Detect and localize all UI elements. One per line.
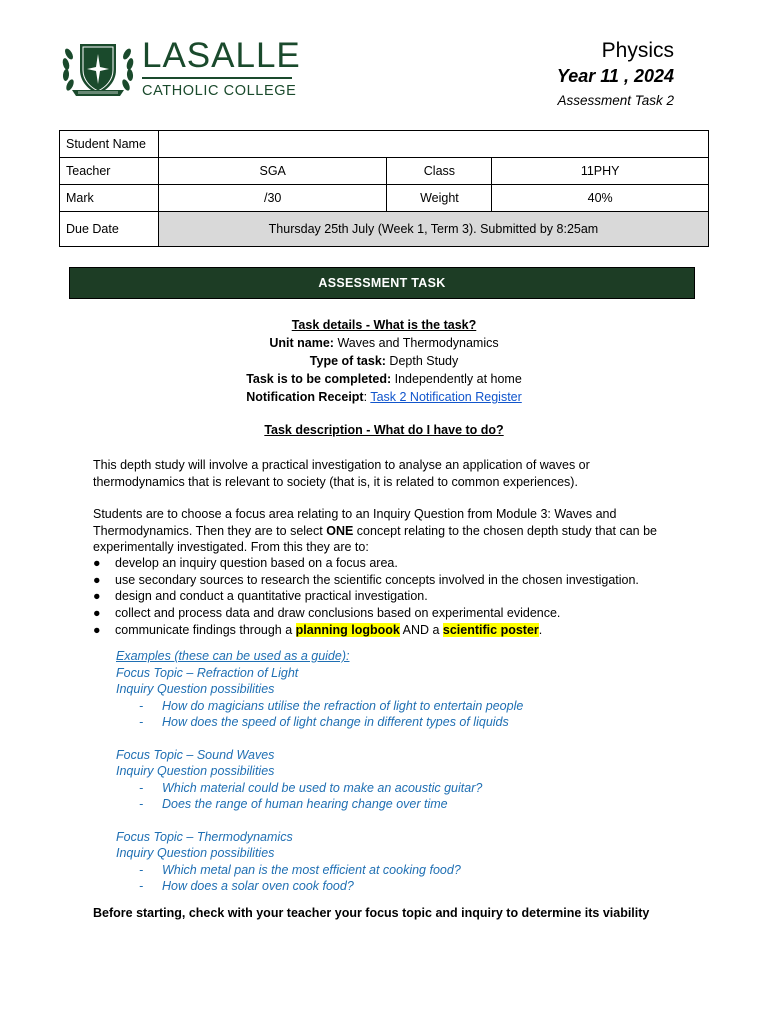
- list-item: [116, 780, 676, 797]
- notification-separator: :: [363, 390, 371, 404]
- due-date-value: Thursday 25th July (Week 1, Term 3). Submitted by 8:25am: [158, 212, 708, 247]
- task-description-heading: Task description - What do I have to do?: [264, 423, 504, 437]
- list-item: [116, 698, 676, 715]
- focus-topic-title: Focus Topic – Refraction of Light: [116, 665, 299, 680]
- dash-icon: -: [139, 879, 144, 893]
- table-row: [60, 131, 709, 158]
- inquiry-question: Which metal pan is the most efficient at cooking food?: [162, 862, 461, 877]
- task-details: [0, 316, 768, 406]
- logo-wordmark: LASALLE: [142, 36, 301, 75]
- student-name-field[interactable]: [158, 131, 708, 158]
- list-item: [116, 796, 676, 813]
- paragraph-2-emphasis: ONE: [326, 523, 354, 538]
- teacher-value: SGA: [158, 158, 387, 185]
- list-item: [93, 555, 639, 572]
- focus-topic-title: Focus Topic – Sound Waves: [116, 747, 275, 762]
- due-date-label: Due Date: [60, 212, 159, 247]
- notification-register-link[interactable]: Task 2 Notification Register: [370, 390, 522, 404]
- table-row: [60, 185, 709, 212]
- unit-name-value: Waves and Thermodynamics: [333, 336, 499, 350]
- inquiry-question: Which material could be used to make an acoustic guitar?: [162, 780, 483, 795]
- bullet-icon: ●: [93, 589, 101, 603]
- description-paragraph-1: This depth study will involve a practical investigation to analyse an application of waves or thermodynamics that is relevant to society (that is, it is related to common experiences).: [93, 458, 590, 489]
- unit-name-line: [0, 334, 768, 352]
- year-title: Year 11 , 2024: [556, 66, 674, 86]
- logo-divider: [142, 77, 292, 79]
- inquiry-question: How does the speed of light change in different types of liquids: [162, 715, 509, 729]
- assessment-task-title: Assessment Task 2: [557, 93, 674, 108]
- completion-line: [0, 370, 768, 388]
- dash-icon: -: [139, 780, 144, 795]
- assessment-task-banner: ASSESSMENT TASK: [69, 267, 695, 299]
- list-item-text: design and conduct a quantitative practical investigation.: [115, 589, 428, 603]
- table-row: [60, 212, 709, 247]
- list-item: [93, 605, 639, 622]
- task-details-heading: Task details - What is the task?: [291, 318, 477, 332]
- inquiry-label: Inquiry Question possibilities: [116, 764, 275, 778]
- class-value: 11PHY: [492, 158, 709, 185]
- weight-value: 40%: [492, 185, 709, 212]
- list-item: [93, 622, 639, 639]
- examples-section: [116, 648, 676, 895]
- scientific-poster-highlight: scientific poster: [442, 623, 539, 637]
- inquiry-question: How do magicians utilise the refraction of light to entertain people: [162, 698, 524, 713]
- list-item: [93, 588, 639, 605]
- unit-name-label: Unit name:: [269, 336, 334, 350]
- focus-topic-title: Focus Topic – Thermodynamics: [116, 829, 293, 844]
- dash-icon: -: [139, 698, 144, 713]
- table-row: [60, 158, 709, 185]
- examples-heading: Examples (these can be used as a guide):: [116, 649, 350, 663]
- list-item: [93, 572, 639, 589]
- notification-line: [0, 388, 768, 406]
- subject-title: Physics: [601, 39, 674, 62]
- completion-label: Task is to be completed:: [246, 372, 392, 386]
- list-item-text: AND a: [399, 623, 443, 637]
- notification-label: Notification Receipt: [246, 390, 364, 404]
- list-item-text: collect and process data and draw conclusions based on experimental evidence.: [115, 605, 561, 620]
- list-item-text: .: [538, 623, 543, 637]
- list-item-text: develop an inquiry question based on a focus area.: [115, 556, 398, 570]
- student-name-label: Student Name: [60, 131, 159, 158]
- paragraph-2-text-a: Students are to choose a focus area relating to an Inquiry Question from Module 3: Waves and Thermodynamics. Then they are to select: [93, 507, 617, 538]
- bullet-icon: ●: [93, 572, 101, 587]
- task-type-label: Type of task:: [309, 354, 386, 368]
- completion-value: Independently at home: [391, 372, 522, 386]
- college-logo: [60, 36, 301, 104]
- college-crest-icon: [60, 40, 136, 102]
- dash-icon: -: [139, 715, 144, 729]
- inquiry-question: How does a solar oven cook food?: [162, 879, 354, 893]
- class-label: Class: [387, 158, 492, 185]
- bullet-icon: ●: [93, 623, 101, 637]
- list-item: [116, 878, 676, 895]
- bullet-icon: ●: [93, 605, 101, 620]
- weight-label: Weight: [387, 185, 492, 212]
- list-item: [116, 714, 676, 731]
- list-item-text: use secondary sources to research the scientific concepts involved in the chosen investigation.: [115, 572, 639, 587]
- task-info-table: [59, 130, 709, 247]
- bullet-icon: ●: [93, 556, 101, 570]
- dash-icon: -: [139, 862, 144, 877]
- requirements-list: [93, 555, 639, 639]
- list-item: [116, 862, 676, 879]
- teacher-label: Teacher: [60, 158, 159, 185]
- task-type-value: Depth Study: [385, 354, 459, 368]
- planning-logbook-highlight: planning logbook: [295, 623, 400, 637]
- document-header: [557, 38, 674, 112]
- task-type-line: [0, 352, 768, 370]
- description-paragraph-2: [93, 506, 683, 556]
- logo-subtitle: CATHOLIC COLLEGE: [142, 83, 297, 99]
- paragraph-2-text-b: concept relating to the chosen depth study that can be experimentally investigated. From this they are to:: [93, 523, 657, 554]
- inquiry-question: Does the range of human hearing change over time: [162, 797, 448, 811]
- list-item-text: communicate findings through a: [115, 623, 296, 637]
- dash-icon: -: [139, 797, 144, 811]
- inquiry-label: Inquiry Question possibilities: [116, 682, 275, 696]
- mark-value: /30: [158, 185, 387, 212]
- inquiry-label: Inquiry Question possibilities: [116, 846, 275, 860]
- final-note: Before starting, check with your teacher your focus topic and inquiry to determine its viability: [93, 906, 650, 920]
- mark-label: Mark: [60, 185, 159, 212]
